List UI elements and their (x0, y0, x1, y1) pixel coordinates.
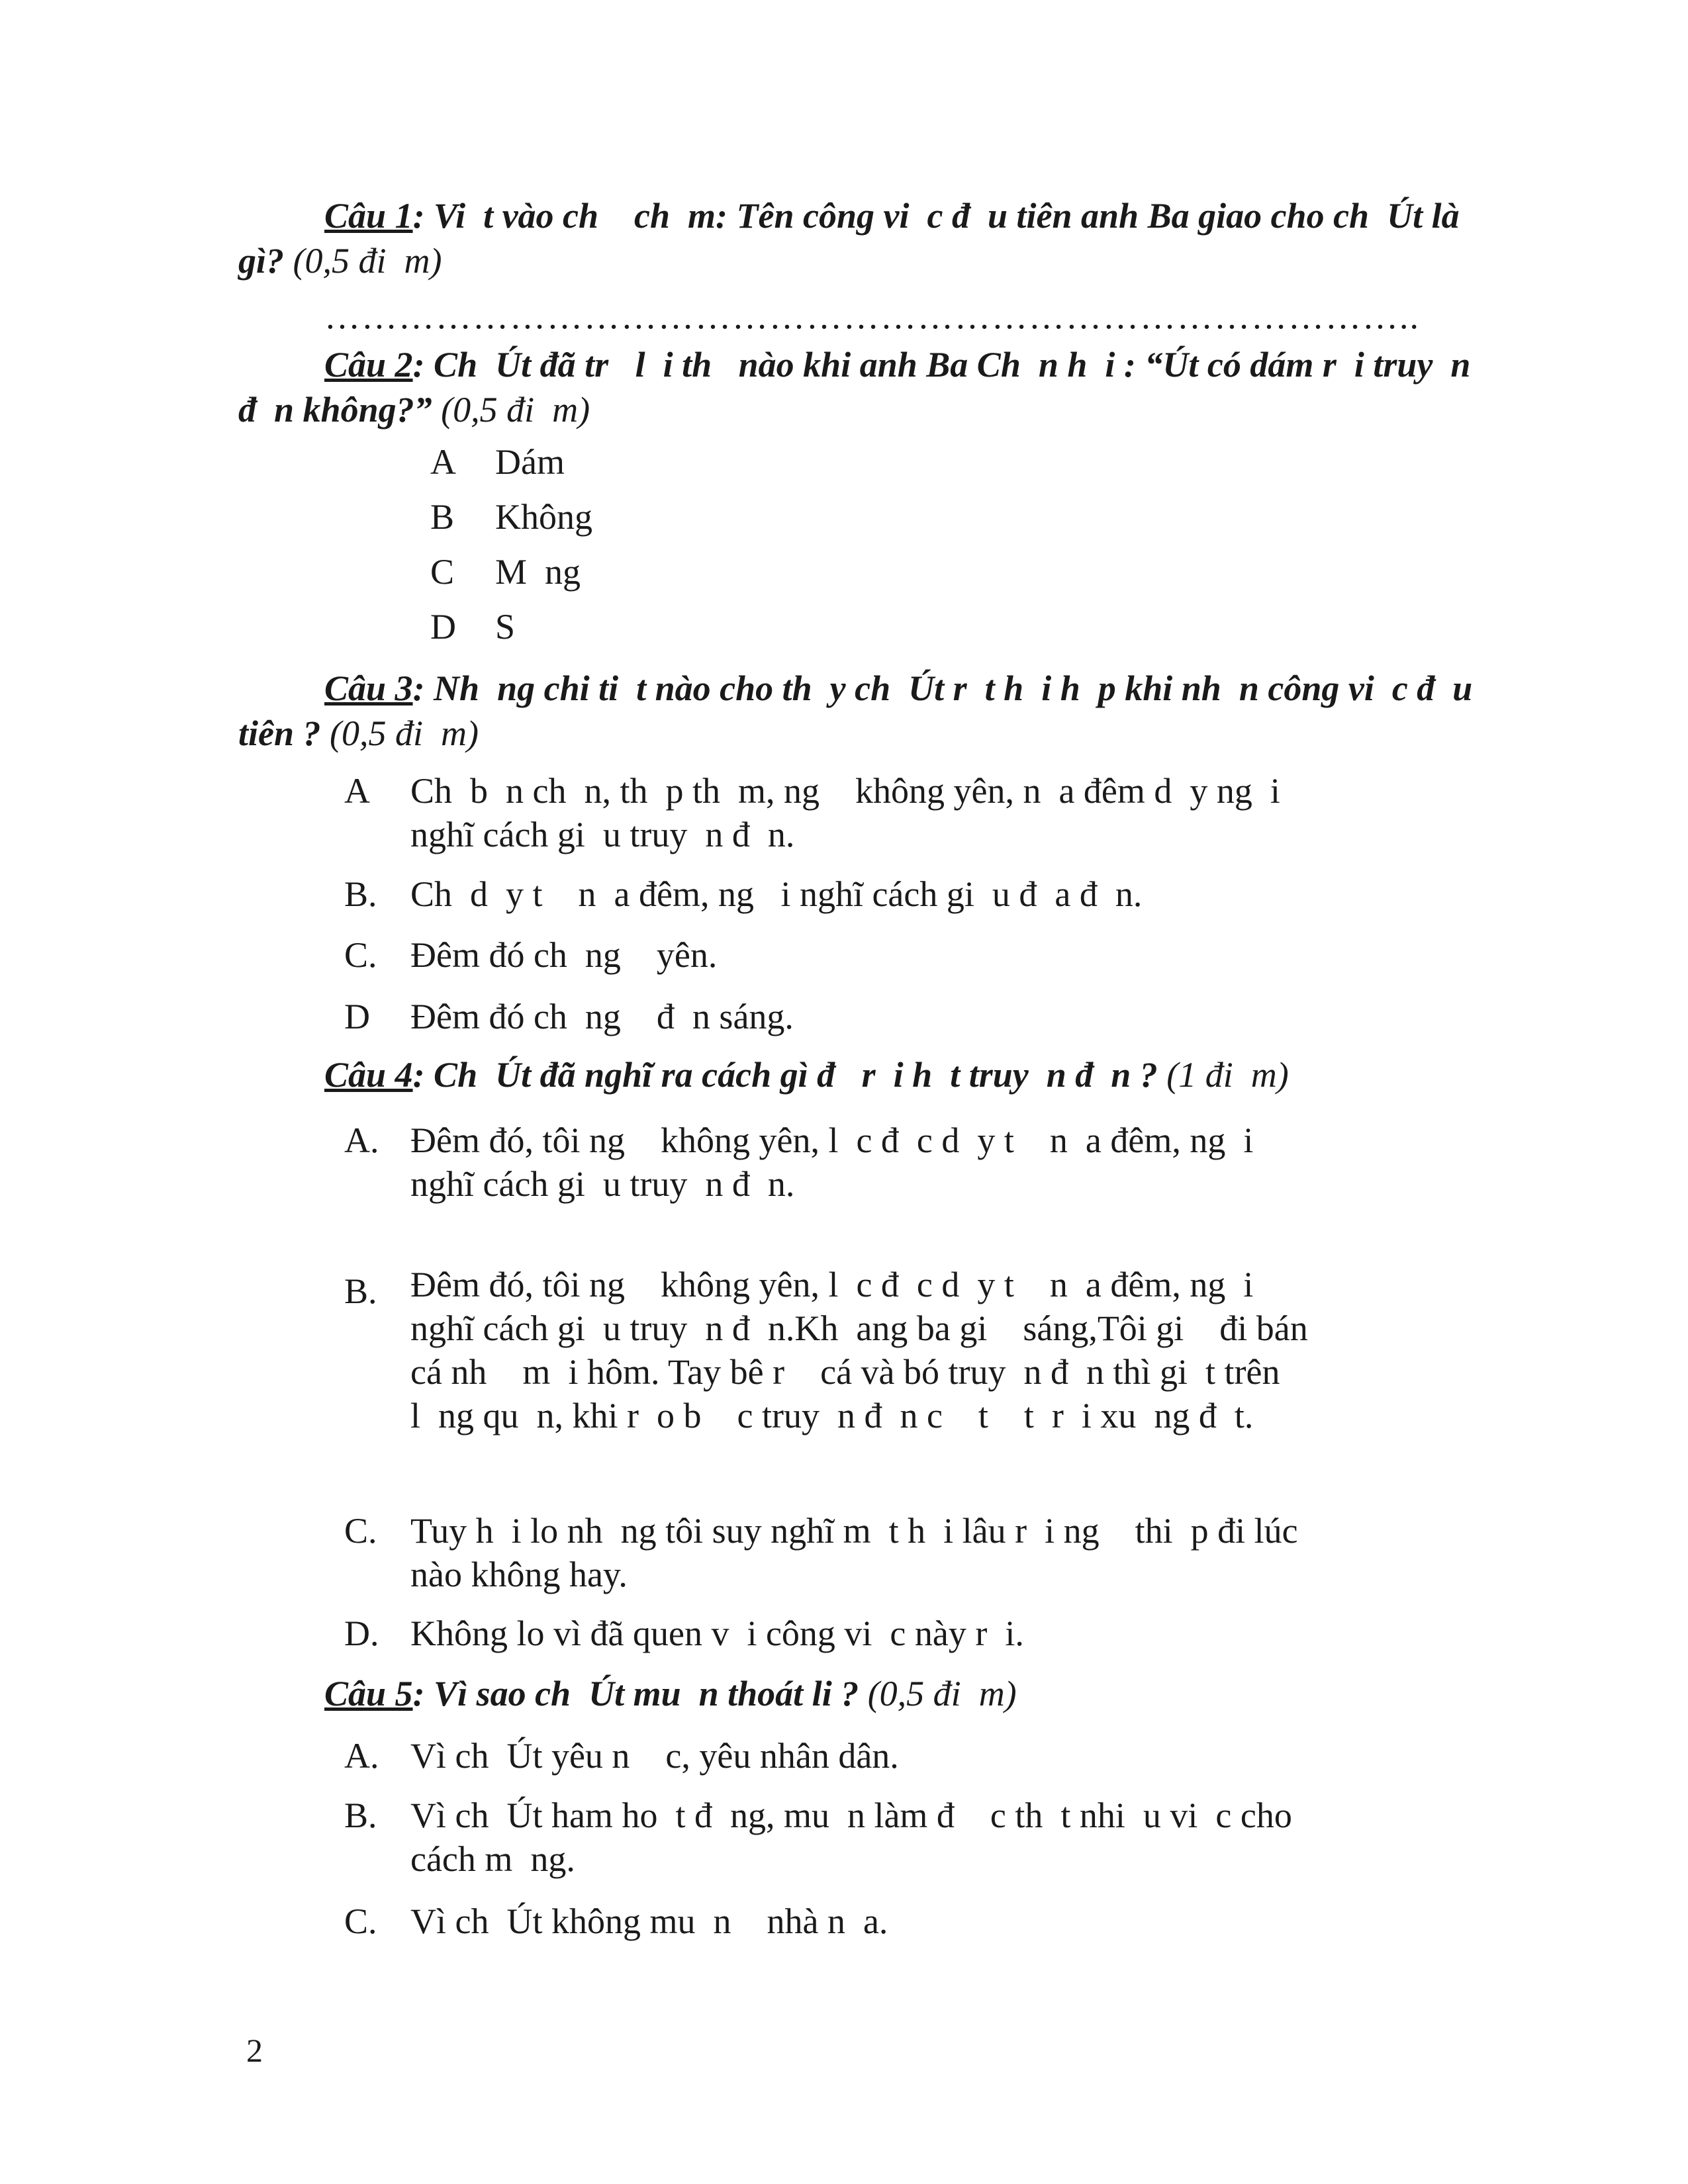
question-5-text-line1: : Vì sao ch Út mu n thoát li ? (412, 1674, 868, 1713)
option-text-line2: cách m ng. (410, 1839, 575, 1879)
question-2-text-line2: đ n không?” (238, 390, 442, 430)
question-5-heading (238, 1671, 1575, 1716)
option-letter: D (430, 607, 456, 647)
question-2-heading (238, 342, 1575, 432)
option-text: Ch d y t n a đêm, ng i nghĩ cách gi u đ a đ n. (410, 874, 1143, 914)
question-4-text-line1: : Ch Út đã nghĩ ra cách gì đ r i h t truy n đ n ? (412, 1055, 1167, 1095)
option-text: M ng (495, 552, 581, 592)
question-3-option-a (344, 769, 1403, 862)
question-1-answer-dots: …………………………………………………………………………….. (324, 296, 1420, 336)
option-text: S (495, 607, 524, 647)
option-text: Đêm đó ch ng yên. (410, 935, 718, 975)
option-letter: D (344, 997, 370, 1036)
option-text-line2: nghĩ cách gi u truy n đ n. (410, 1164, 795, 1204)
option-text-line2: nghĩ cách gi u truy n đ n.Kh ang ba gi sáng,Tôi gi đi bán (410, 1308, 1308, 1348)
option-letter: B. (344, 1271, 377, 1311)
question-4-heading (238, 1052, 1575, 1097)
option-letter: A. (344, 1736, 379, 1776)
question-4-option-a (344, 1118, 1403, 1211)
option-letter: B. (344, 874, 377, 914)
question-3-text-line1: : Nh ng chi ti t nào cho th y ch Út r t h i h p khi nh n công vi c đ u (412, 668, 1473, 708)
question-3-points: (0,5 đi m) (330, 713, 479, 753)
option-letter: C (430, 552, 455, 592)
question-1-heading (238, 193, 1575, 283)
question-2-text-line1: : Ch Út đã tr l i th nào khi anh Ba Ch n h i : “Út có dám r i truy n (412, 345, 1471, 385)
option-text: Dám (495, 442, 565, 482)
option-letter: A (344, 771, 370, 811)
option-letter: C. (344, 1511, 377, 1551)
page-number: 2 (246, 2032, 263, 2069)
option-text: Vì ch Út yêu n c, yêu nhân dân. (410, 1736, 899, 1776)
question-1-text-line2: gì? (238, 241, 293, 281)
question-3-number: Câu 3 (324, 668, 413, 708)
option-text: Không lo vì đã quen v i công vi c này r i. (410, 1614, 1024, 1653)
question-2-points: (0,5 đi m) (441, 390, 590, 430)
option-text: Đêm đó ch ng đ n sáng. (410, 997, 794, 1036)
question-1-points: (0,5 đi m) (293, 241, 442, 281)
option-letter: D. (344, 1614, 379, 1653)
option-text-line1: Tuy h i lo nh ng tôi suy nghĩ m t h i lâu r i ng thi p đi lúc (410, 1511, 1298, 1551)
option-text-line1: Ch b n ch n, th p th m, ng không yên, n a đêm d y ng i (410, 771, 1280, 811)
option-text-line1: Đêm đó, tôi ng không yên, l c đ c d y t n a đêm, ng i (410, 1120, 1254, 1160)
option-text-line3: cá nh m i hôm. Tay bê r cá và bó truy n đ n thì gi t trên (410, 1352, 1280, 1392)
option-letter: B (430, 497, 455, 537)
option-letter: B. (344, 1796, 377, 1835)
question-3-text-line2: tiên ? (238, 713, 330, 753)
option-letter: C. (344, 1901, 377, 1941)
question-2-number: Câu 2 (324, 345, 413, 385)
option-letter: C. (344, 935, 377, 975)
question-3-heading (238, 666, 1575, 756)
question-5-points: (0,5 đi m) (867, 1674, 1017, 1713)
option-letter: A. (344, 1120, 379, 1160)
option-text-line2: nào không hay. (410, 1555, 628, 1594)
question-1-text-line1: : Vi t vào ch ch m: Tên công vi c đ u tiên anh Ba giao cho ch Út là (412, 196, 1460, 236)
option-text-line1: Vì ch Út ham ho t đ ng, mu n làm đ c th t nhi u vi c cho (410, 1796, 1292, 1835)
option-text-line2: nghĩ cách gi u truy n đ n. (410, 815, 795, 854)
question-4-option-b (344, 1263, 1403, 1448)
question-4-points: (1 đi m) (1166, 1055, 1289, 1095)
question-4-option-c (344, 1509, 1403, 1602)
option-text-line4: l ng qu n, khi r o b c truy n đ n c t t r i xu ng đ t. (410, 1396, 1254, 1435)
option-text: Không (495, 497, 592, 537)
question-4-number: Câu 4 (324, 1055, 413, 1095)
option-text-line1: Đêm đó, tôi ng không yên, l c đ c d y t n a đêm, ng i (410, 1265, 1254, 1304)
option-text: Vì ch Út không mu n nhà n a. (410, 1901, 888, 1941)
question-5-option-b (344, 1794, 1403, 1886)
option-letter: A (430, 442, 456, 482)
question-5-number: Câu 5 (324, 1674, 413, 1713)
question-1-number: Câu 1 (324, 196, 413, 236)
